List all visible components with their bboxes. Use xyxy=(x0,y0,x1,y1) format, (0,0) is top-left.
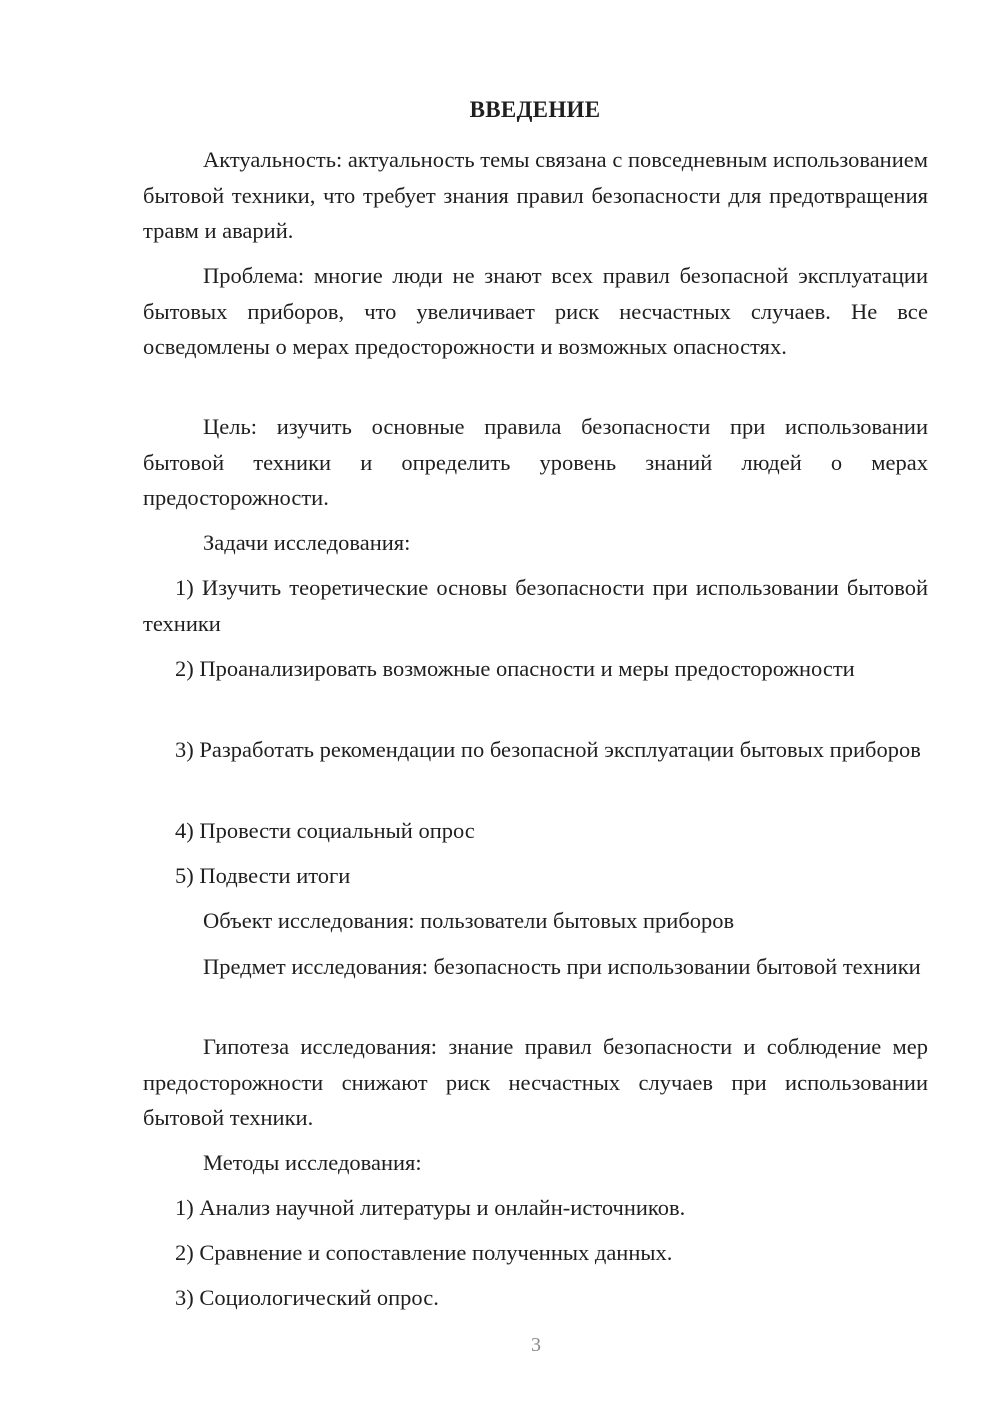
task-item: 4) Провести социальный опрос xyxy=(175,818,475,843)
method-item: 2) Сравнение и сопоставление полученных данных. xyxy=(175,1240,673,1265)
tasks-heading: Задачи исследования: xyxy=(203,530,411,555)
paragraph-hypothesis: Гипотеза исследования: знание правил безопасности и соблюдение мер предосторожности снижают риск несчастных случаев при использовании бытовой техники. xyxy=(143,1034,928,1130)
paragraph-actuality: Актуальность: актуальность темы связана с повседневным использованием бытовой техники, что требует знания правил безопасности для предотвращения травм и аварий. xyxy=(143,147,928,243)
method-item: 1) Анализ научной литературы и онлайн-источников. xyxy=(175,1195,686,1220)
task-item: 2) Проанализировать возможные опасности и меры предосторожности xyxy=(175,656,855,681)
task-item: 5) Подвести итоги xyxy=(175,863,351,888)
section-title: ВВЕДЕНИЕ xyxy=(469,97,601,122)
paragraph-object: Объект исследования: пользователи бытовых приборов xyxy=(203,908,735,933)
method-item: 3) Социологический опрос. xyxy=(175,1285,439,1310)
methods-heading: Методы исследования: xyxy=(203,1150,422,1175)
paragraph-problem: Проблема: многие люди не знают всех правил безопасной эксплуатации бытовых приборов, что увеличивает риск несчастных случаев. Не все осведомлены о мерах предосторожности и возможных опасностях. xyxy=(143,263,928,359)
paragraph-goal: Цель: изучить основные правила безопасности при использовании бытовой техники и определить уровень знаний людей о мерах предосторожности. xyxy=(143,414,928,510)
paragraph-subject: Предмет исследования: безопасность при использовании бытовой техники xyxy=(203,954,921,979)
page-number: 3 xyxy=(531,1334,541,1356)
task-item: 1) Изучить теоретические основы безопасности при использовании бытовой техники xyxy=(143,575,928,636)
task-item: 3) Разработать рекомендации по безопасной эксплуатации бытовых приборов xyxy=(175,737,921,762)
